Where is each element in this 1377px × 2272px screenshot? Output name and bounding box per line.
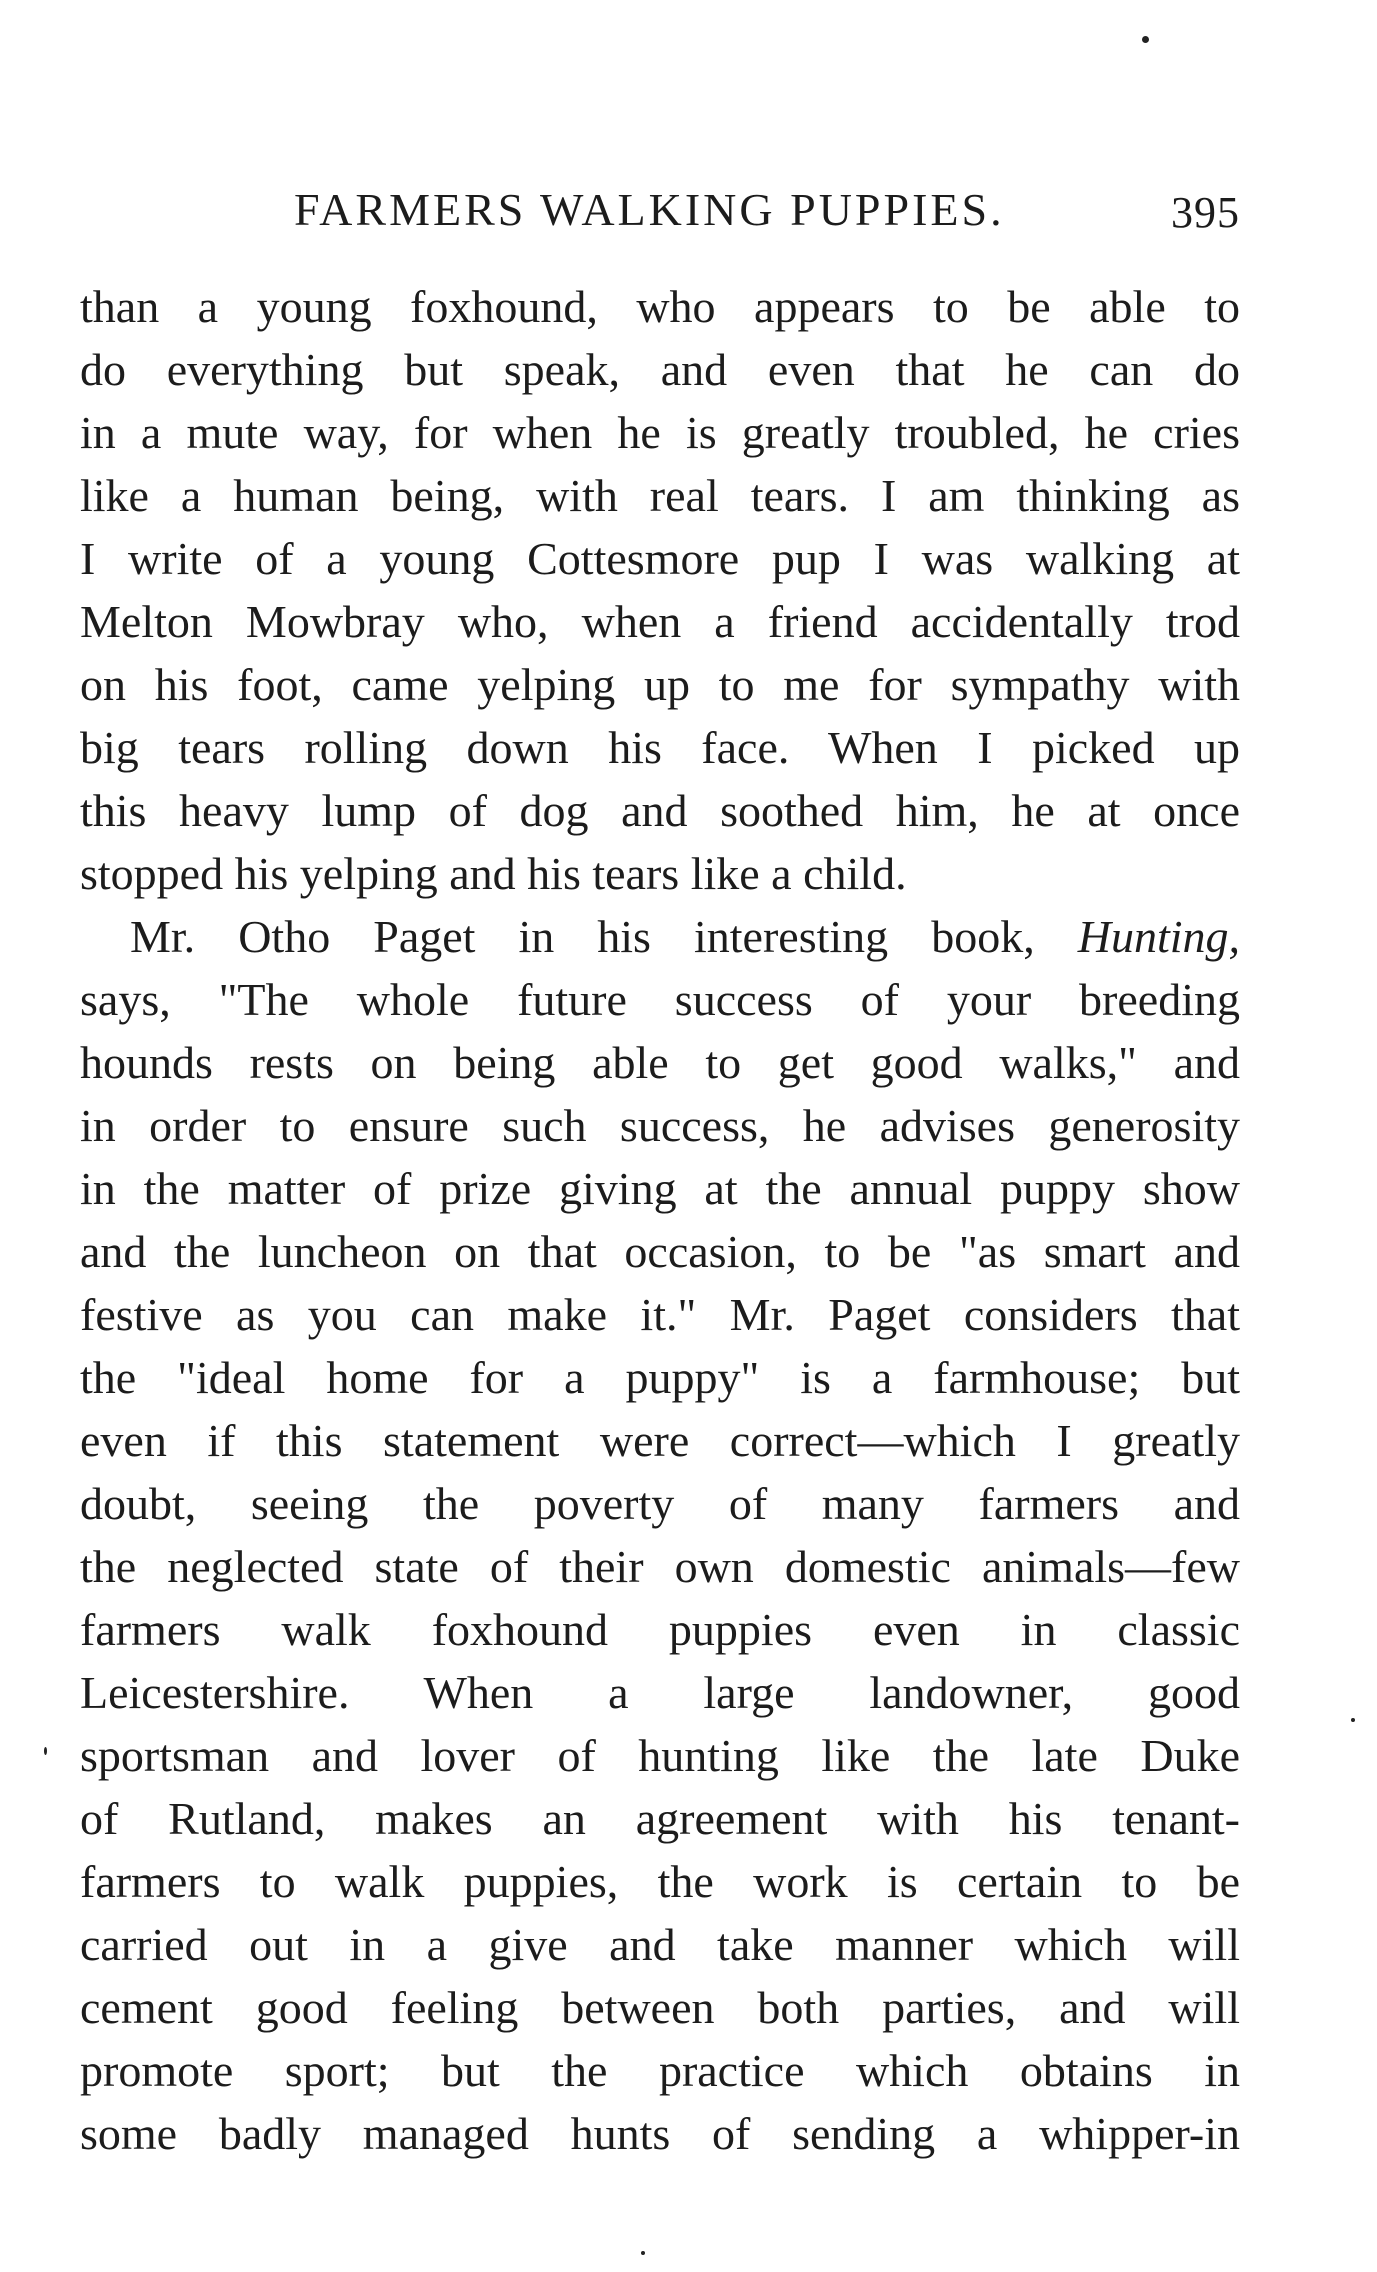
- text-line: Melton Mowbray who, when a friend accidentally trod: [80, 596, 1240, 647]
- text-line: farmers walk foxhound puppies even in classic: [80, 1604, 1240, 1655]
- text-line: sportsman and lover of hunting like the late Duke: [80, 1730, 1240, 1781]
- scan-speck: [1142, 36, 1149, 43]
- text-line: Leicestershire. When a large landowner, good: [80, 1667, 1240, 1718]
- text-line: of Rutland, makes an agreement with his tenant-: [80, 1793, 1240, 1844]
- scan-speck: [44, 1747, 47, 1755]
- text-line: big tears rolling down his face. When I picked up: [80, 722, 1240, 773]
- text-line: the neglected state of their own domestic animals—few: [80, 1541, 1240, 1592]
- running-title: FARMERS WALKING PUPPIES.: [294, 184, 1005, 235]
- paragraph-lead-text: Mr. Otho Paget in his interesting book,: [130, 911, 1078, 962]
- text-line: festive as you can make it." Mr. Paget considers that: [80, 1289, 1240, 1340]
- text-line: in order to ensure such success, he advises generosity: [80, 1100, 1240, 1151]
- text-line: some badly managed hunts of sending a whipper-in: [80, 2108, 1240, 2159]
- text-line: the "ideal home for a puppy" is a farmhouse; but: [80, 1352, 1240, 1403]
- text-line: like a human being, with real tears. I am thinking as: [80, 470, 1240, 521]
- text-line: promote sport; but the practice which obtains in: [80, 2045, 1240, 2096]
- paragraph-opening-line: [80, 905, 1240, 968]
- text-line: cement good feeling between both parties, and will: [80, 1982, 1240, 2033]
- book-title: Hunting,: [1077, 911, 1240, 962]
- text-line: do everything but speak, and even that he can do: [80, 344, 1240, 395]
- text-line: in the matter of prize giving at the annual puppy show: [80, 1163, 1240, 1214]
- text-line: hounds rests on being able to get good walks," and: [80, 1037, 1240, 1088]
- body-text: [80, 275, 1240, 2165]
- text-line: carried out in a give and take manner which will: [80, 1919, 1240, 1970]
- text-line: I write of a young Cottesmore pup I was walking at: [80, 533, 1240, 584]
- scan-speck: [1351, 1718, 1355, 1722]
- text-line: this heavy lump of dog and soothed him, he at once: [80, 785, 1240, 836]
- text-line: and the luncheon on that occasion, to be "as smart and: [80, 1226, 1240, 1277]
- text-line: in a mute way, for when he is greatly troubled, he cries: [80, 407, 1240, 458]
- page-header: [80, 183, 1240, 243]
- text-line: stopped his yelping and his tears like a child.: [80, 848, 907, 899]
- text-line: on his foot, came yelping up to me for sympathy with: [80, 659, 1240, 710]
- scan-speck: [641, 2251, 645, 2255]
- text-line: than a young foxhound, who appears to be able to: [80, 281, 1240, 332]
- page-number: 395: [1171, 188, 1240, 237]
- text-line: says, "The whole future success of your breeding: [80, 974, 1240, 1025]
- text-line: farmers to walk puppies, the work is certain to be: [80, 1856, 1240, 1907]
- text-line: even if this statement were correct—which I greatly: [80, 1415, 1240, 1466]
- text-line: doubt, seeing the poverty of many farmers and: [80, 1478, 1240, 1529]
